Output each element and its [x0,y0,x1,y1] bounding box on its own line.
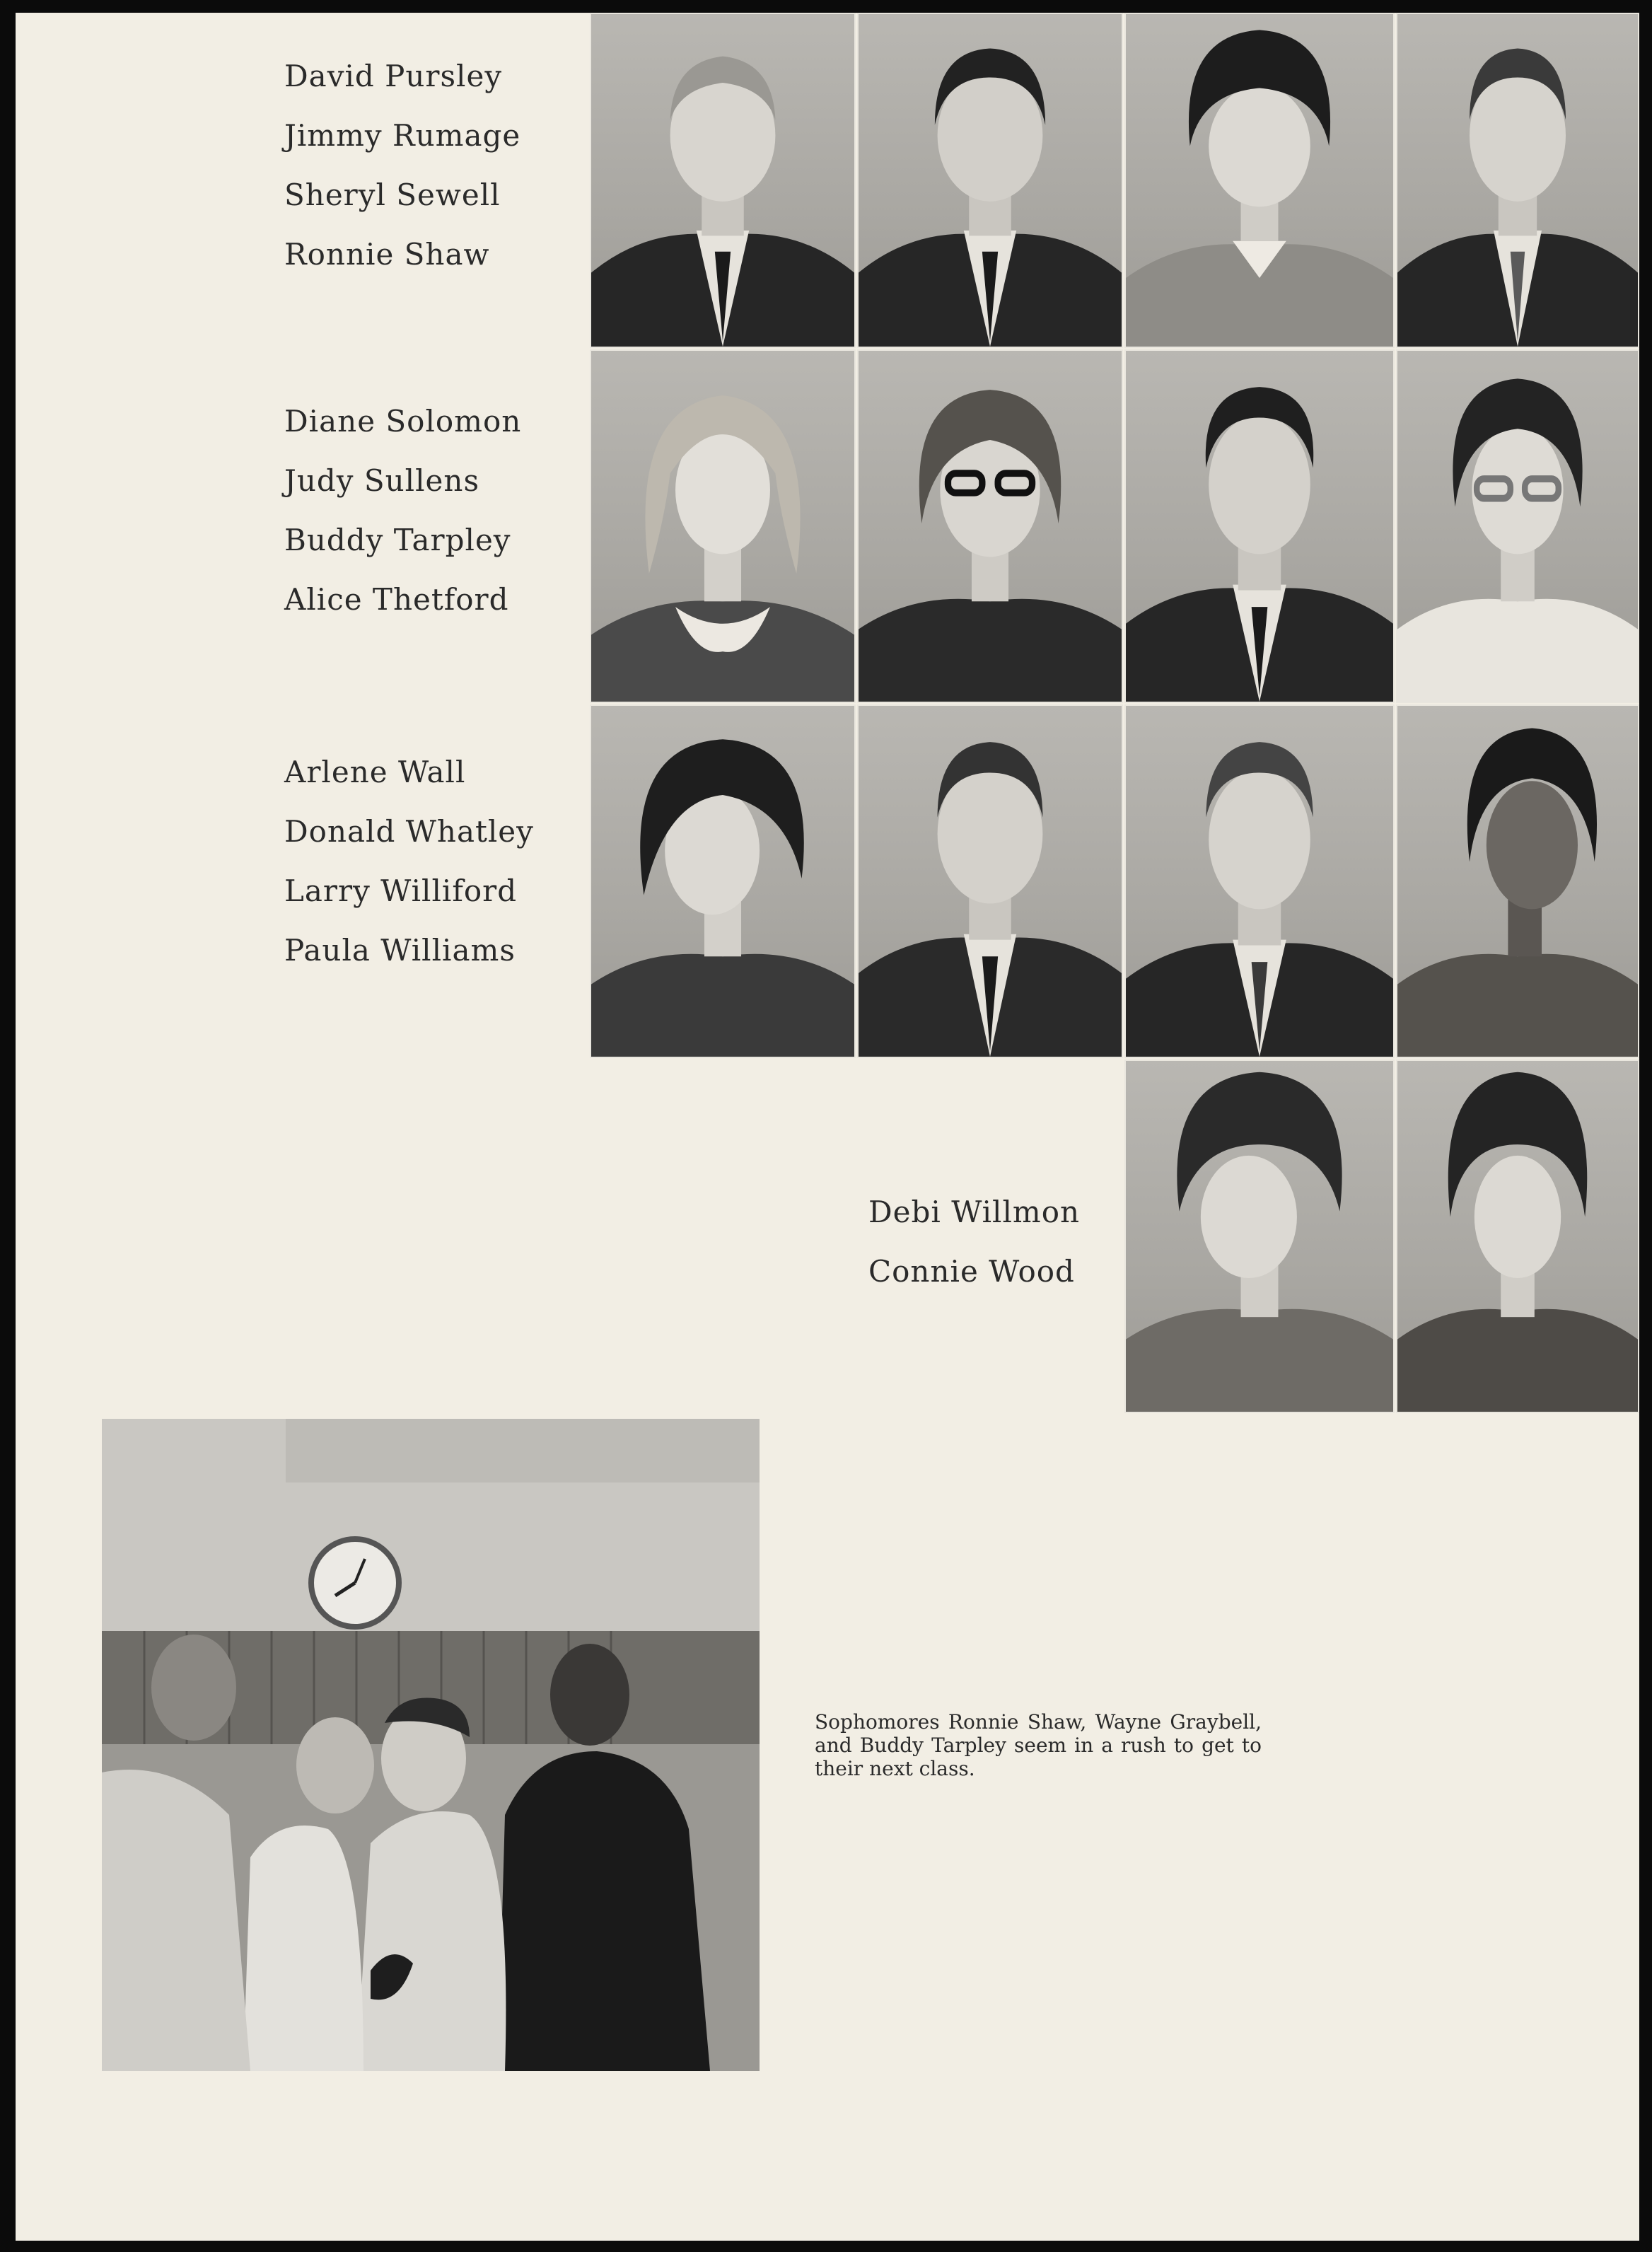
portrait-photo [857,349,1123,703]
name-list-row-1 [284,47,520,284]
student-name: Diane Solomon [284,404,522,439]
yearbook-page [16,13,1639,2241]
portrait-photo [1396,13,1639,348]
student-name: Larry Williford [284,873,518,908]
student-name: Alice Thetford [284,582,509,617]
student-name: Connie Wood [868,1254,1075,1289]
portrait-photo [1124,349,1395,703]
portrait-photo [1124,704,1395,1058]
portrait-photo [1396,704,1639,1058]
student-name: Donald Whatley [284,814,534,849]
student-name: Paula Williams [284,933,516,968]
portrait-photo [1124,13,1395,348]
student-name: Buddy Tarpley [284,523,511,557]
photo-caption: Sophomores Ronnie Shaw, Wayne Graybell, and Buddy Tarpley seem in a rush to get to their next class. [815,1710,1262,1780]
name-list-row-4 [868,1183,1080,1301]
student-name: Ronnie Shaw [284,237,490,272]
portrait-photo [857,704,1123,1058]
portrait-photo [590,704,856,1058]
portrait-photo [1396,1060,1639,1413]
student-name: David Pursley [284,59,503,93]
student-name: Arlene Wall [284,755,466,789]
student-name: Debi Willmon [868,1195,1081,1229]
portrait-photo [1396,349,1639,703]
portrait-photo [1124,1060,1395,1413]
name-list-row-3 [284,743,534,980]
portrait-photo [857,13,1123,348]
candid-hallway-photo [102,1419,760,2071]
student-name: Jimmy Rumage [284,118,521,153]
student-name: Judy Sullens [284,463,479,498]
portrait-photo [590,349,856,703]
student-name: Sheryl Sewell [284,178,501,212]
name-list-row-2 [284,392,521,629]
portrait-photo [590,13,856,348]
